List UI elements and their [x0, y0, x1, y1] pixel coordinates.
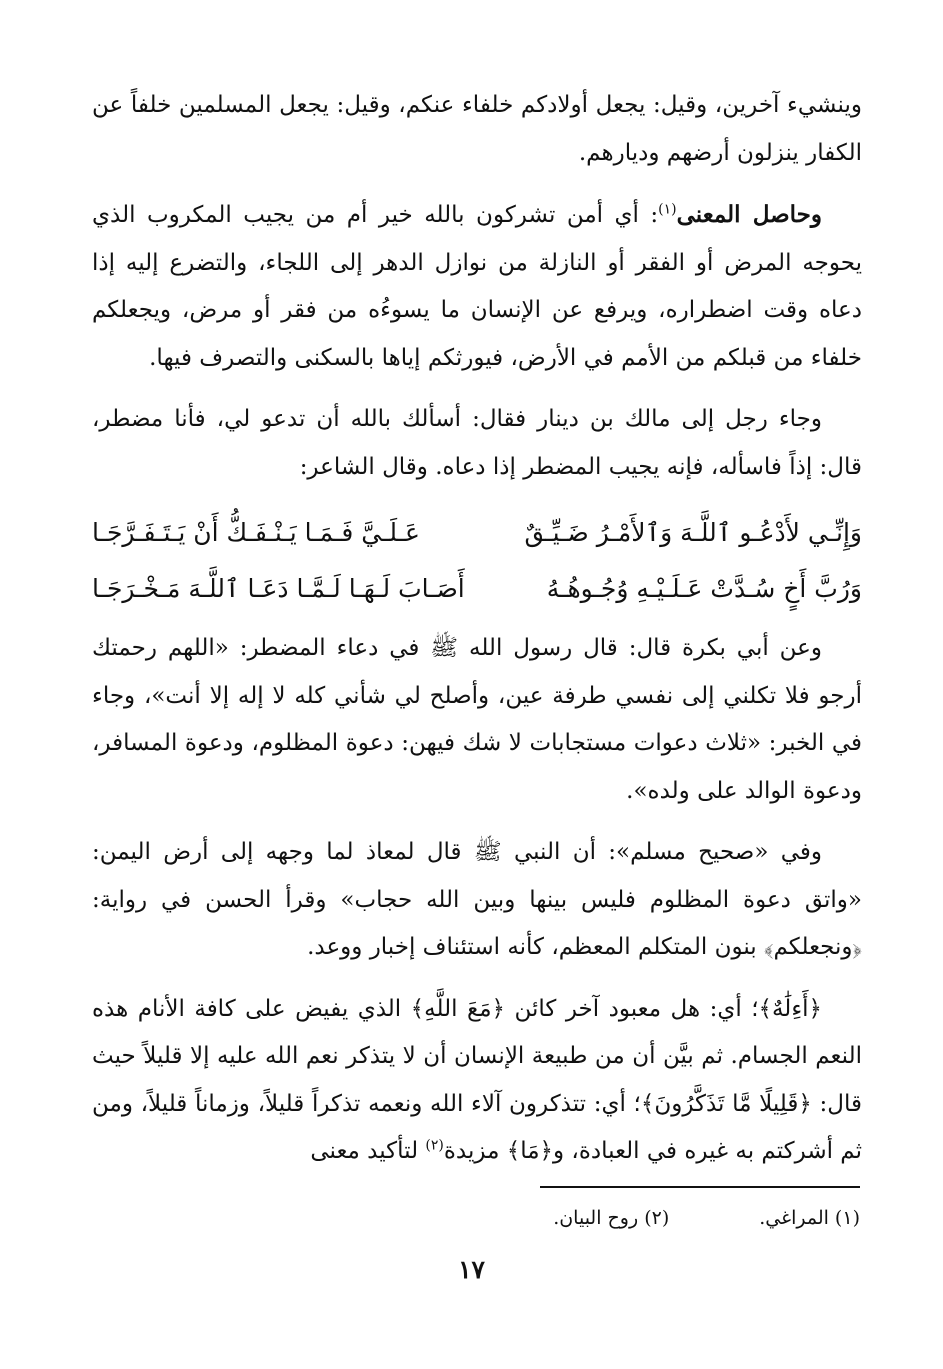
paragraph-6-text-b: لتأكيد معنى: [310, 1138, 426, 1164]
footnote-ref-1: (١): [658, 201, 677, 218]
page-number: ١٧: [458, 1255, 485, 1284]
footnote-1: (١) المراغي.: [759, 1207, 860, 1229]
paragraph-3: وجاء رجل إلى مالك بن دينار فقال: أسألك بالله أن تدعو لي، فأنا مضطر، قال: إذاً فاسأله، فإنه يجيب المضطر إذا دعاه. وقال الشاعر:: [92, 406, 862, 480]
paragraph-1: وينشيء آخرين، وقيل: يجعل أولادكم خلفاء عنكم، وقيل: يجعل المسلمين خلفاً عن الكفار ينزلون أرضهم وديارهم.: [92, 92, 862, 166]
paragraph-2: [92, 191, 862, 382]
poem: [92, 505, 862, 617]
poem-verse-2: [92, 561, 862, 617]
poem-verse-1: [92, 505, 862, 561]
paragraph-6: [92, 986, 862, 1176]
footnote-ref-2: (٢): [425, 1137, 444, 1154]
paragraph-2-text: : أي أمن تشركون بالله خير أم من يجيب المكروب الذي يحوجه المرض أو الفقر أو النازلة من نوازل الدهر إلى اللجاء، والتضرع إليه إذا دعاه وقت اضطراره، ويرفع عن الإنسان ما يسوءُه من فقر أو مرض، ويجعلكم خلفاء من قبلكم من الأمم في الأرض، فيورثكم إياها بالسكنى والتصرف فيها.: [92, 202, 862, 371]
verse-1-second-hemistich: عَـلَـيَّ فَـمَـا يَـنْـفَـكُّ أَنْ يَـتَـفَـرَّجَـا: [92, 518, 420, 547]
paragraph-2-lead: وحاصل المعنى: [676, 201, 822, 228]
footnote-2: (٢) روح البيان.: [553, 1207, 670, 1229]
paragraph-5: وفي «صحيح مسلم»: أن النبي ﷺ قال لمعاذ لما وجهه إلى أرض اليمن: «واتق دعوة المظلوم فليس بينها وبين الله حجاب» وقرأ الحسن في رواية: ﴿ونجعلكم﴾ بنون المتكلم المعظم، كأنه استئناف إخبار ووعد.: [92, 839, 862, 960]
footnote-divider: [540, 1186, 860, 1188]
main-text: [92, 82, 862, 1190]
verse-2-second-hemistich: أَصَـابَ لَـهَـا لَـمَّـا دَعَـا ٱللَّـهَ مَـخْـرَجَـا: [92, 574, 465, 603]
paragraph-6-text-a: ﴿أَءِلَٰهٌ﴾؛ أي: هل معبود آخر كائن ﴿مَعَ اللَّهِ﴾ الذي يفيض على كافة الأنام هذه النعم الجسام. ثم بيَّن أن من طبيعة الإنسان أن لا يتذكر نعم الله عليه إلا قليلاً حيث قال: ﴿قَلِيلًا مَّا تَذَكَّرُونَ﴾؛ أي: تتذكرون آلاء الله ونعمه تذكراً قليلاً، وزماناً قليلاً، ومن ثم أشركتم به غيره في العبادة، و﴿مَا﴾ مزيدة: [92, 995, 862, 1164]
verse-1-first-hemistich: وَإِنِّـي لأَدْعُـو ٱللَّـهَ وَٱلأَمْـرُ ضَـيِّـقٌ: [524, 518, 862, 547]
verse-2-first-hemistich: وَرُبَّ أَخٍ سُـدَّتْ عَـلَـيْـهِ وُجُـوهُـهُ: [546, 574, 862, 603]
footnotes: [280, 1198, 860, 1238]
paragraph-4: وعن أبي بكرة قال: قال رسول الله ﷺ في دعاء المضطر: «اللهم رحمتك أرجو فلا تكلني إلى نفسي طرفة عين، وأصلح لي شأني كله لا إله إلا أنت»، وجاء في الخبر: «ثلاث دعوات مستجابات لا شك فيهن: دعوة المظلوم، ودعوة المسافر، ودعوة الوالد على ولده».: [92, 635, 862, 804]
